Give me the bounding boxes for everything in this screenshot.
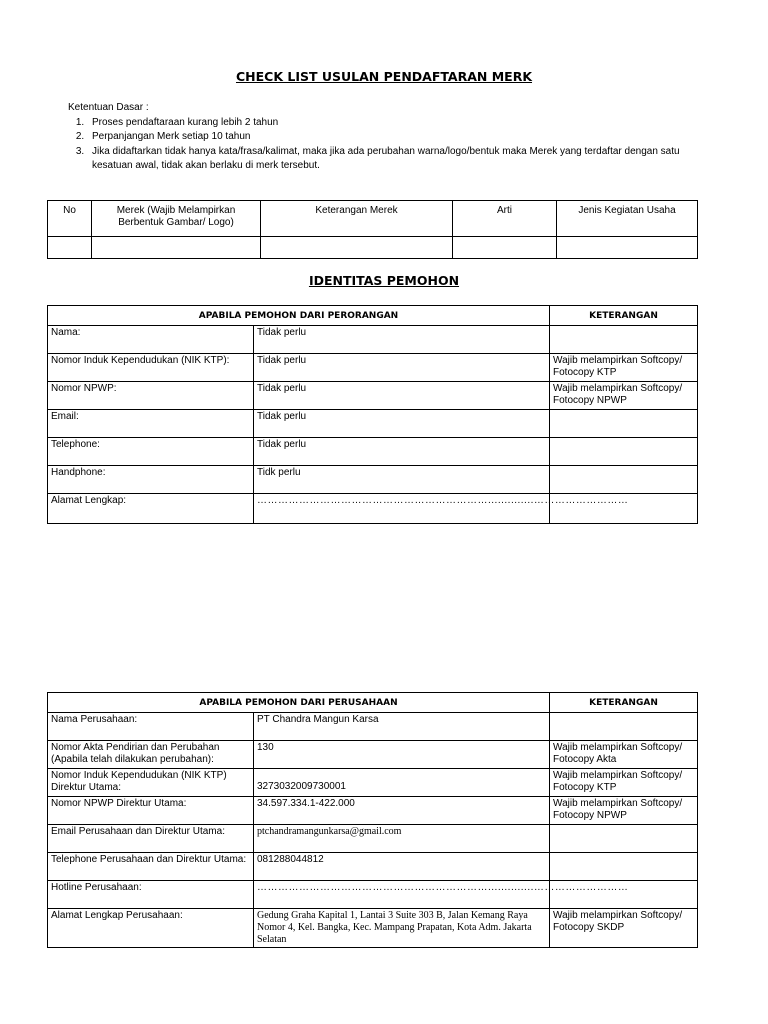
merek-cell-arti[interactable]	[453, 237, 557, 259]
field-label: Nomor NPWP Direktur Utama:	[48, 797, 254, 825]
field-label: Telephone Perusahaan dan Direktur Utama:	[48, 853, 254, 881]
field-note	[550, 326, 698, 354]
table-row	[48, 354, 698, 382]
field-label: Email:	[48, 410, 254, 438]
field-label: Hotline Perusahaan:	[48, 881, 254, 909]
field-label: Nomor Induk Kependudukan (NIK KTP) Direktur Utama:	[48, 769, 254, 797]
table-row	[48, 853, 698, 881]
col-jenis-kegiatan: Jenis Kegiatan Usaha	[557, 201, 698, 237]
ketentuan-item: 3. Jika didaftarkan tidak hanya kata/frasa/kalimat, maka jika ada perubahan warna/logo/bentuk maka Merek yang terdaftar dengan satu kesatuan awal, tidak akan berlaku di merk tersebut.	[87, 145, 708, 174]
col-arti: Arti	[453, 201, 557, 237]
field-value[interactable]: Tidak perlu	[254, 354, 550, 382]
merek-header-row	[48, 201, 698, 237]
table-row	[48, 466, 698, 494]
field-note: Wajib melampirkan Softcopy/ Fotocopy Akta	[550, 741, 698, 769]
perusahaan-keterangan-header: KETERANGAN	[550, 693, 698, 713]
field-note: Wajib melampirkan Softcopy/ Fotocopy KTP	[550, 354, 698, 382]
perusahaan-header: APABILA PEMOHON DARI PERUSAHAAN	[48, 693, 550, 713]
ketentuan-item: 1. Proses pendaftaraan kurang lebih 2 tahun	[87, 116, 708, 131]
field-value[interactable]: Tidk perlu	[254, 466, 550, 494]
col-no: No	[48, 201, 92, 237]
col-keterangan-merek: Keterangan Merek	[261, 201, 453, 237]
field-value[interactable]: Tidak perlu	[254, 438, 550, 466]
field-note	[550, 438, 698, 466]
perorangan-table	[47, 305, 698, 524]
perusahaan-table	[47, 692, 698, 948]
table-row	[48, 769, 698, 797]
merek-table	[47, 200, 698, 259]
field-note	[550, 410, 698, 438]
field-note	[550, 825, 698, 853]
field-value[interactable]: Tidak perlu	[254, 382, 550, 410]
table-row	[48, 741, 698, 769]
field-value[interactable]: Tidak perlu	[254, 326, 550, 354]
field-label: Nama Perusahaan:	[48, 713, 254, 741]
document-title: CHECK LIST USULAN PENDAFTARAN MERK	[235, 69, 533, 84]
field-label: Telephone:	[48, 438, 254, 466]
table-row	[48, 909, 698, 948]
field-value[interactable]: …………………………………………………………..............………………………	[254, 881, 550, 909]
col-merek: Merek (Wajib Melampirkan Berbentuk Gambar/ Logo)	[92, 201, 261, 237]
field-note: Wajib melampirkan Softcopy/ Fotocopy SKDP	[550, 909, 698, 948]
merek-entry-row	[48, 237, 698, 259]
identitas-title: IDENTITAS PEMOHON	[308, 273, 460, 288]
table-row	[48, 326, 698, 354]
field-label: Nomor Akta Pendirian dan Perubahan (Apabila telah dilakukan perubahan):	[48, 741, 254, 769]
table-row	[48, 438, 698, 466]
field-note: Wajib melampirkan Softcopy/ Fotocopy NPWP	[550, 382, 698, 410]
field-label: Alamat Lengkap:	[48, 494, 254, 524]
field-label: Handphone:	[48, 466, 254, 494]
ketentuan-dasar	[68, 101, 708, 174]
ketentuan-heading: Ketentuan Dasar :	[68, 102, 149, 113]
perorangan-header-row	[48, 306, 698, 326]
field-note: Wajib melampirkan Softcopy/ Fotocopy NPWP	[550, 797, 698, 825]
table-row	[48, 382, 698, 410]
field-value[interactable]: 130	[254, 741, 550, 769]
field-value[interactable]: PT Chandra Mangun Karsa	[254, 713, 550, 741]
field-value[interactable]: …………………………………………………………..............………………………	[254, 494, 550, 524]
table-row	[48, 797, 698, 825]
table-row	[48, 410, 698, 438]
field-value[interactable]: Tidak perlu	[254, 410, 550, 438]
ketentuan-item: 2. Perpanjangan Merk setiap 10 tahun	[87, 130, 708, 145]
perorangan-keterangan-header: KETERANGAN	[550, 306, 698, 326]
field-note: Wajib melampirkan Softcopy/ Fotocopy KTP	[550, 769, 698, 797]
table-row	[48, 881, 698, 909]
field-note	[550, 466, 698, 494]
merek-cell-no[interactable]	[48, 237, 92, 259]
table-row	[48, 713, 698, 741]
field-value[interactable]: 081288044812	[254, 853, 550, 881]
table-row	[48, 825, 698, 853]
field-value[interactable]: 3273032009730001	[254, 769, 550, 797]
field-label: Nama:	[48, 326, 254, 354]
field-value[interactable]: 34.597.334.1-422.000	[254, 797, 550, 825]
field-value[interactable]: ptchandramangunkarsa@gmail.com	[254, 825, 550, 853]
ketentuan-list	[87, 116, 708, 174]
merek-cell-merek[interactable]	[92, 237, 261, 259]
field-label: Nomor Induk Kependudukan (NIK KTP):	[48, 354, 254, 382]
field-label: Nomor NPWP:	[48, 382, 254, 410]
field-value[interactable]: Gedung Graha Kapital 1, Lantai 3 Suite 303 B, Jalan Kemang Raya Nomor 4, Kel. Bangka, Kec. Mampang Prapatan, Kota Adm. Jakarta Selatan	[254, 909, 550, 948]
perorangan-header: APABILA PEMOHON DARI PERORANGAN	[48, 306, 550, 326]
table-row	[48, 494, 698, 524]
perusahaan-header-row	[48, 693, 698, 713]
field-note	[550, 713, 698, 741]
merek-cell-jenis[interactable]	[557, 237, 698, 259]
merek-cell-keterangan[interactable]	[261, 237, 453, 259]
field-note	[550, 853, 698, 881]
field-label: Alamat Lengkap Perusahaan:	[48, 909, 254, 948]
field-label: Email Perusahaan dan Direktur Utama:	[48, 825, 254, 853]
